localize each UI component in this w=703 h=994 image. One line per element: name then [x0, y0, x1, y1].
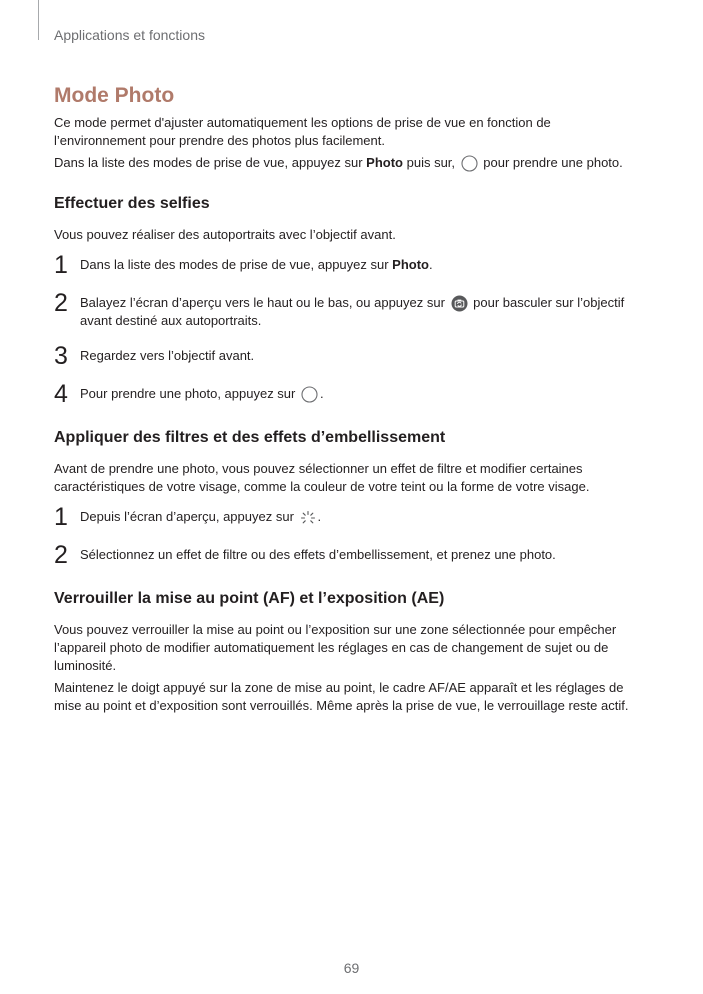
running-header: Applications et fonctions [54, 27, 205, 43]
filter-step-2 [54, 541, 644, 570]
instruction-text: puis sur, [403, 155, 459, 170]
selfies-intro: Vous pouvez réaliser des autoportraits avec l’objectif avant. [54, 227, 396, 243]
selfie-step-1 [54, 251, 644, 280]
step-number: 4 [54, 380, 68, 409]
page-content [54, 84, 644, 715]
filter-step-1 [54, 503, 644, 532]
header-rule [38, 0, 39, 40]
mode-photo-instruction [54, 154, 644, 172]
filters-intro: Avant de prendre une photo, vous pouvez sélectionner un effet de filtre et modifier certaines caractéristiques de votre visage, comme la couleur de votre teint ou la forme de votre visage. [54, 461, 590, 495]
step-text [80, 508, 644, 526]
filters-heading: Appliquer des filtres et des effets d’embellissement [54, 429, 446, 447]
step-text-part: . [319, 386, 324, 402]
step-text-part: Depuis l’écran d’aperçu, appuyez sur [80, 509, 298, 525]
instruction-text: pour prendre une photo. [479, 155, 623, 170]
shutter-button-icon [301, 386, 318, 403]
step-text: Sélectionnez un effet de filtre ou des effets d’embellissement, et prenez une photo. [80, 547, 556, 563]
section-title: Mode Photo [54, 84, 175, 107]
step-text [80, 294, 644, 330]
step-text-part: pour basculer sur l’objectif avant destiné aux autoportraits. [80, 295, 625, 329]
selfie-step-2 [54, 289, 644, 330]
page-number: 69 [343, 960, 360, 976]
shutter-button-icon [461, 155, 478, 172]
switch-camera-icon [451, 295, 468, 312]
lock-heading: Verrouiller la mise au point (AF) et l’exposition (AE) [54, 590, 445, 608]
effects-sparkle-icon [300, 510, 316, 526]
mode-photo-intro: Ce mode permet d'ajuster automatiquement les options de prise de vue en fonction de l’environnement pour prendre des photos plus facilement. [54, 115, 551, 148]
step-text-part: Pour prendre une photo, appuyez sur [80, 386, 299, 402]
step-text: Regardez vers l’objectif avant. [80, 348, 255, 364]
step-text-part: . [429, 257, 433, 273]
step-number: 2 [54, 541, 68, 570]
step-text [80, 256, 644, 274]
instruction-bold: Photo [366, 155, 403, 170]
selfie-step-4 [54, 380, 644, 409]
step-number: 1 [54, 251, 68, 280]
instruction-text: Dans la liste des modes de prise de vue, appuyez sur [54, 155, 367, 170]
selfie-step-3 [54, 342, 644, 371]
step-text-part: Dans la liste des modes de prise de vue, appuyez sur [80, 257, 393, 273]
step-number: 1 [54, 503, 68, 532]
step-text-part: Balayez l’écran d’aperçu vers le haut ou le bas, ou appuyez sur [80, 295, 449, 311]
lock-paragraph-2: Maintenez le doigt appuyé sur la zone de mise au point, le cadre AF/AE apparaît et les réglages de mise au point et d’exposition sont verrouillés. Même après la prise de vue, le verrouillage reste actif. [54, 680, 629, 714]
step-bold: Photo [392, 257, 429, 273]
step-text-part: . [317, 509, 322, 525]
step-number: 3 [54, 342, 68, 371]
lock-paragraph-1: Vous pouvez verrouiller la mise au point ou l’exposition sur une zone sélectionnée pour empêcher l’appareil photo de modifier automatiquement les réglages en cas de changement de sujet ou de luminosité. [54, 622, 617, 674]
step-text [80, 385, 644, 403]
selfies-heading: Effectuer des selfies [54, 195, 210, 213]
step-number: 2 [54, 289, 68, 318]
